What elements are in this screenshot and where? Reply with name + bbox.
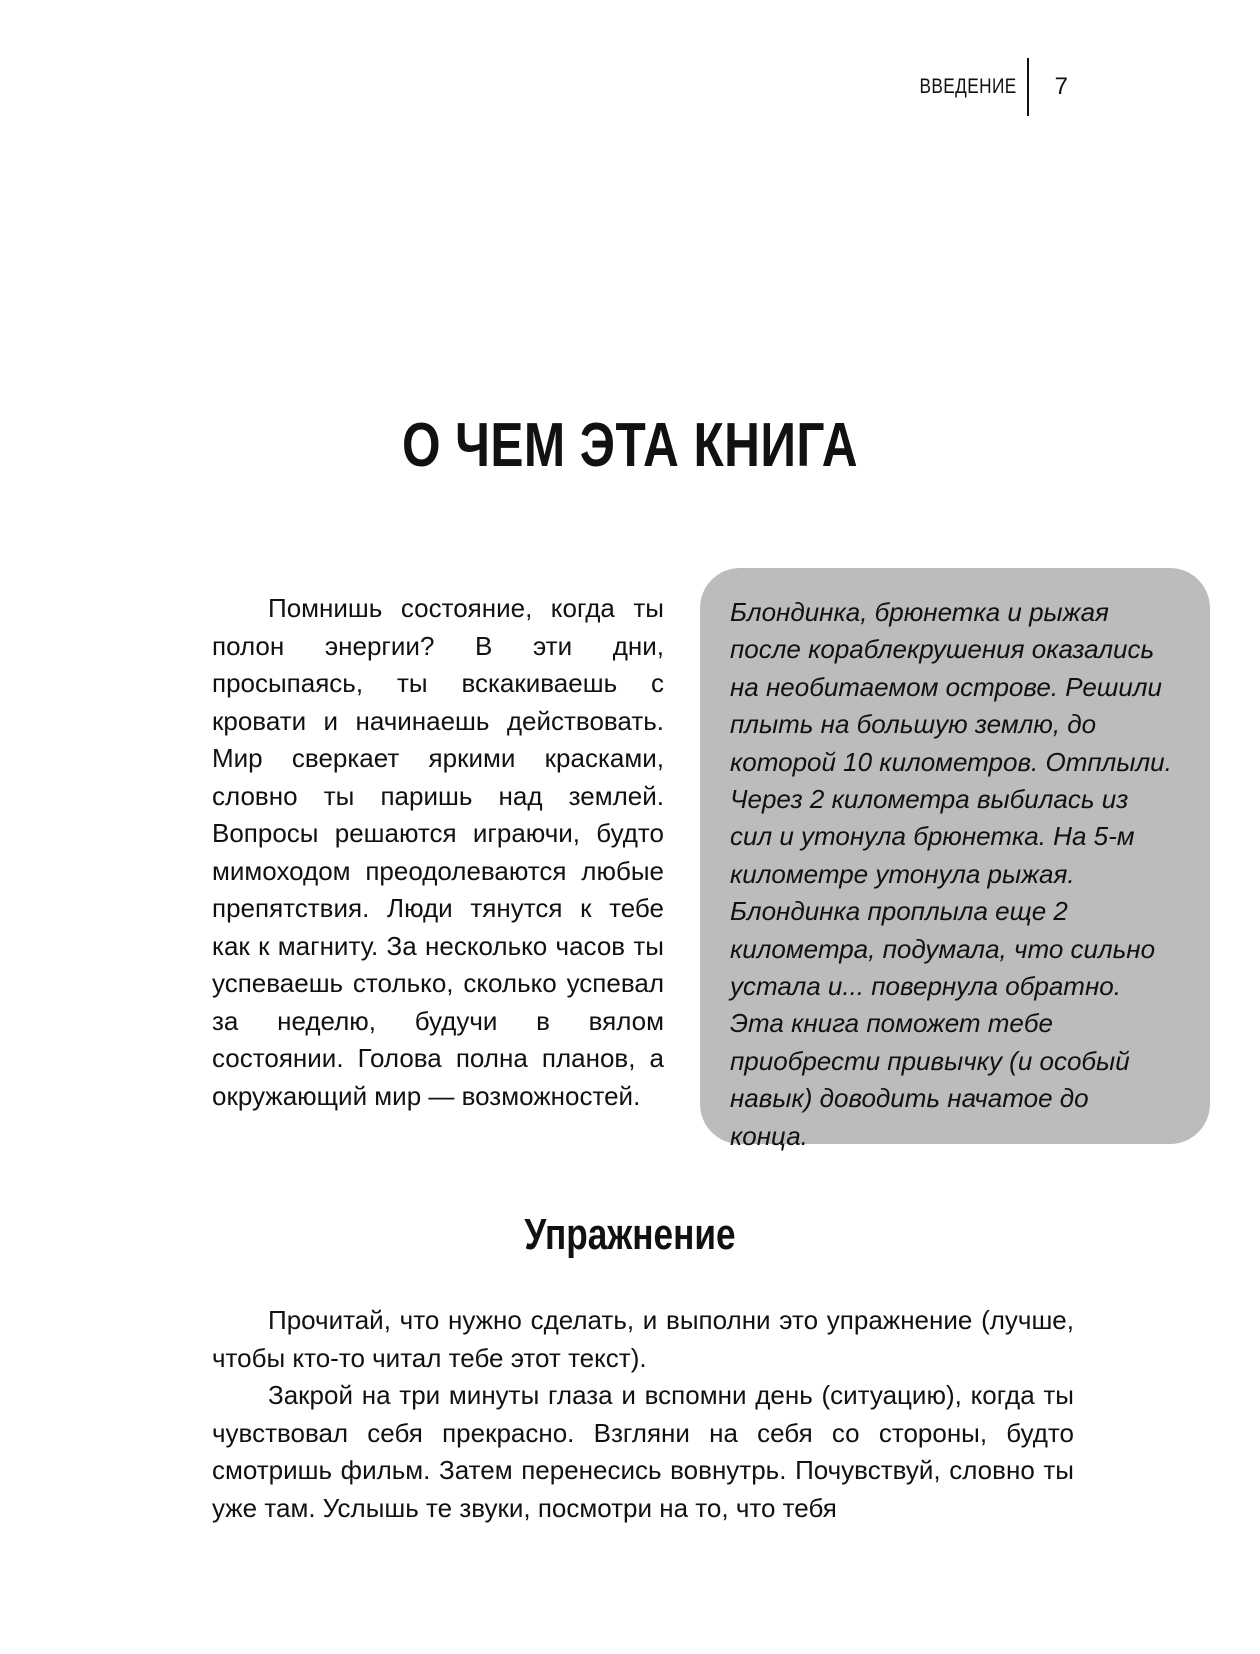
intro-column bbox=[212, 590, 664, 1115]
exercise-body bbox=[212, 1302, 1074, 1527]
exercise-paragraph: Прочитай, что нужно сделать, и выполни это упражнение (лучше, чтобы кто-то читал тебе этот текст). bbox=[212, 1305, 1074, 1373]
chapter-title: О ЧЕМ ЭТА КНИГА bbox=[401, 411, 858, 480]
running-head-section: ВВЕДЕНИЕ bbox=[919, 75, 1017, 98]
joke-text: Блондинка, брюнетка и рыжая после кораблекрушения оказались на необитаемом острове. Решили плыть на большую землю, до которой 10 километров. Отплыли. Через 2 километра выбилась из сил и утонула брюнетка. На 5-м километре утонула рыжая. Блондинка проплыла еще 2 километра, подумала, что сильно устала и... повернула обратно. Эта книга поможет тебе приобрести привычку (и особый навык) доводить начатое до конца. bbox=[730, 597, 1172, 1151]
exercise-paragraph: Закрой на три минуты глаза и вспомни день (ситуацию), когда ты чувствовал себя прекрасно. Взгляни на себя со стороны, будто смотришь фильм. Затем перенесись вовнутрь. Почувствуй, словно ты уже там. Услышь те звуки, посмотри на то, что тебя bbox=[212, 1380, 1074, 1523]
running-head bbox=[896, 58, 1068, 116]
page-number: 7 bbox=[1054, 73, 1068, 100]
joke-sidebar bbox=[700, 568, 1210, 1151]
exercise-heading: Упражнение bbox=[524, 1210, 736, 1259]
intro-paragraph: Помнишь состояние, когда ты полон энергии? В эти дни, просыпаясь, ты вскакиваешь с кровати и начинаешь действовать. Мир сверкает яркими красками, словно ты паришь над землей. Вопросы решаются играючи, будто мимоходом преодолеваются любые препятствия. Люди тянутся к тебе как к магниту. За несколько часов ты успеваешь столько, сколько успевал за неделю, будучи в вялом состоянии. Голова полна планов, а окружающий мир — возможностей. bbox=[212, 593, 664, 1111]
